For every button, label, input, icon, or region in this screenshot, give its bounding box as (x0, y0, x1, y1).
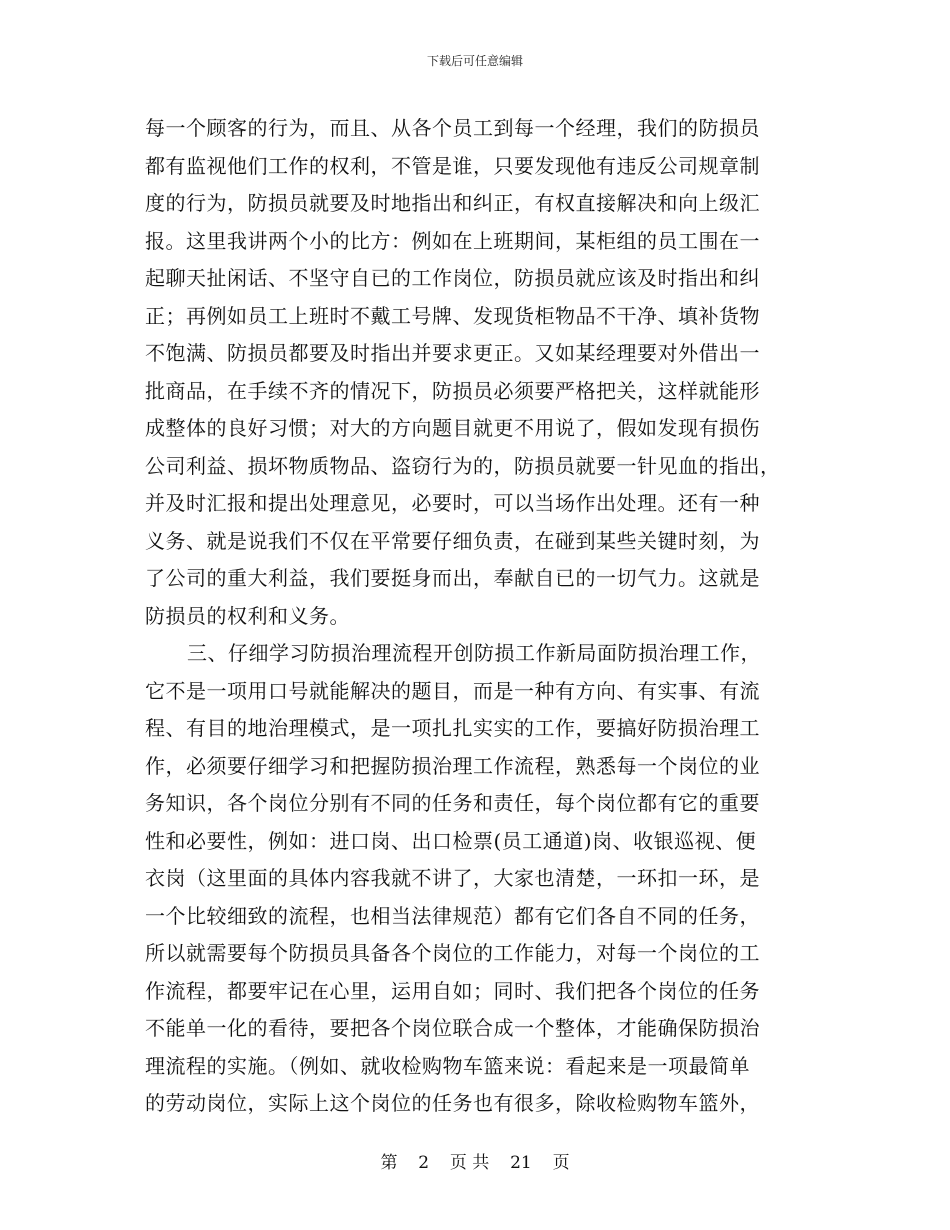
text-line: 程、有目的地治理模式，是一项扎扎实实的工作，要搞好防损治理工 (145, 716, 760, 740)
paragraph-first-line: 三、仔细学习防损治理流程开创防损工作新局面防损治理工作， (187, 641, 761, 665)
text-line: 理流程的实施。（例如、就收检购物车篮来说：看起来是一项最简单 (145, 1053, 750, 1078)
text-line: 起聊天扯闲话、不坚守自已的工作岗位，防损员就应该及时指出和纠 (145, 266, 760, 290)
text-line: 批商品，在手续不齐的情况下，防损员必须要严格把关，这样就能形 (145, 378, 760, 403)
text-line: 每一个顾客的行为，而且、从各个员工到每一个经理，我们的防损员 (145, 116, 760, 140)
page-footer (0, 1152, 950, 1174)
text-line: 了公司的重大利益，我们要挺身而出，奉献自已的一切气力。这就是 (145, 566, 760, 590)
text-line: 不能单一化的看待，要把各个岗位联合成一个整体，才能确保防损治 (145, 1016, 760, 1040)
text-line: 义务、就是说我们不仅在平常要仔细负责，在碰到某些关键时刻，为 (145, 528, 760, 553)
footer-middle: 页 共 (449, 1153, 490, 1173)
text-line: 的劳动岗位，实际上这个岗位的任务也有很多，除收检购物车篮外， (145, 1091, 760, 1115)
text-line: 衣岗（这里面的具体内容我就不讲了，大家也清楚，一环扣一环，是 (145, 866, 760, 890)
text-line: 都有监视他们工作的权利，不管是谁，只要发现他有违反公司规章制 (145, 153, 760, 178)
footer-suffix: 页 (552, 1153, 570, 1173)
text-line: 并及时汇报和提出处理意见，必要时，可以当场作出处理。还有一种 (145, 491, 760, 515)
text-line: 所以就需要每个防损员具备各个岗位的工作能力，对每一个岗位的工 (145, 941, 760, 965)
text-line: 成整体的良好习惯；对大的方向题目就更不用说了，假如发现有损伤 (145, 416, 760, 440)
footer-prefix: 第 (380, 1153, 398, 1173)
text-line: 报。这里我讲两个小的比方：例如在上班期间，某柜组的员工围在一 (145, 228, 760, 253)
total-pages: 21 (510, 1153, 532, 1173)
page-number: 2 (418, 1153, 430, 1173)
text-line: 作流程，都要牢记在心里，运用自如；同时、我们把各个岗位的任务 (145, 978, 760, 1003)
page-header: 下载后可任意编辑 (426, 54, 523, 68)
document-body (145, 110, 805, 1123)
text-line: 不饱满、防损员都要及时指出并要求更正。又如某经理要对外借出一 (145, 341, 760, 365)
text-line: 它不是一项用口号就能解决的题目，而是一种有方向、有实事、有流 (145, 678, 760, 703)
text-line: 度的行为，防损员就要及时地指出和纠正，有权直接解决和向上级汇 (145, 191, 760, 215)
text-line: 一个比较细致的流程，也相当法律规范）都有它们各自不同的任务， (145, 903, 760, 928)
text-line: 公司利益、损坏物质物品、盗窃行为的，防损员就要一针见血的指出， (145, 453, 781, 478)
text-line: 防损员的权利和义务。 (145, 603, 350, 628)
text-line: 作，必须要仔细学习和把握防损治理工作流程，熟悉每一个岗位的业 (145, 753, 760, 778)
text-line: 正；再例如员工上班时不戴工号牌、发现货柜物品不干净、填补货物 (145, 303, 760, 328)
text-line: 务知识，各个岗位分别有不同的任务和责任，每个岗位都有它的重要 (145, 791, 760, 815)
text-line: 性和必要性，例如：进口岗、出口检票(员工通道)岗、收银巡视、便 (145, 828, 757, 853)
